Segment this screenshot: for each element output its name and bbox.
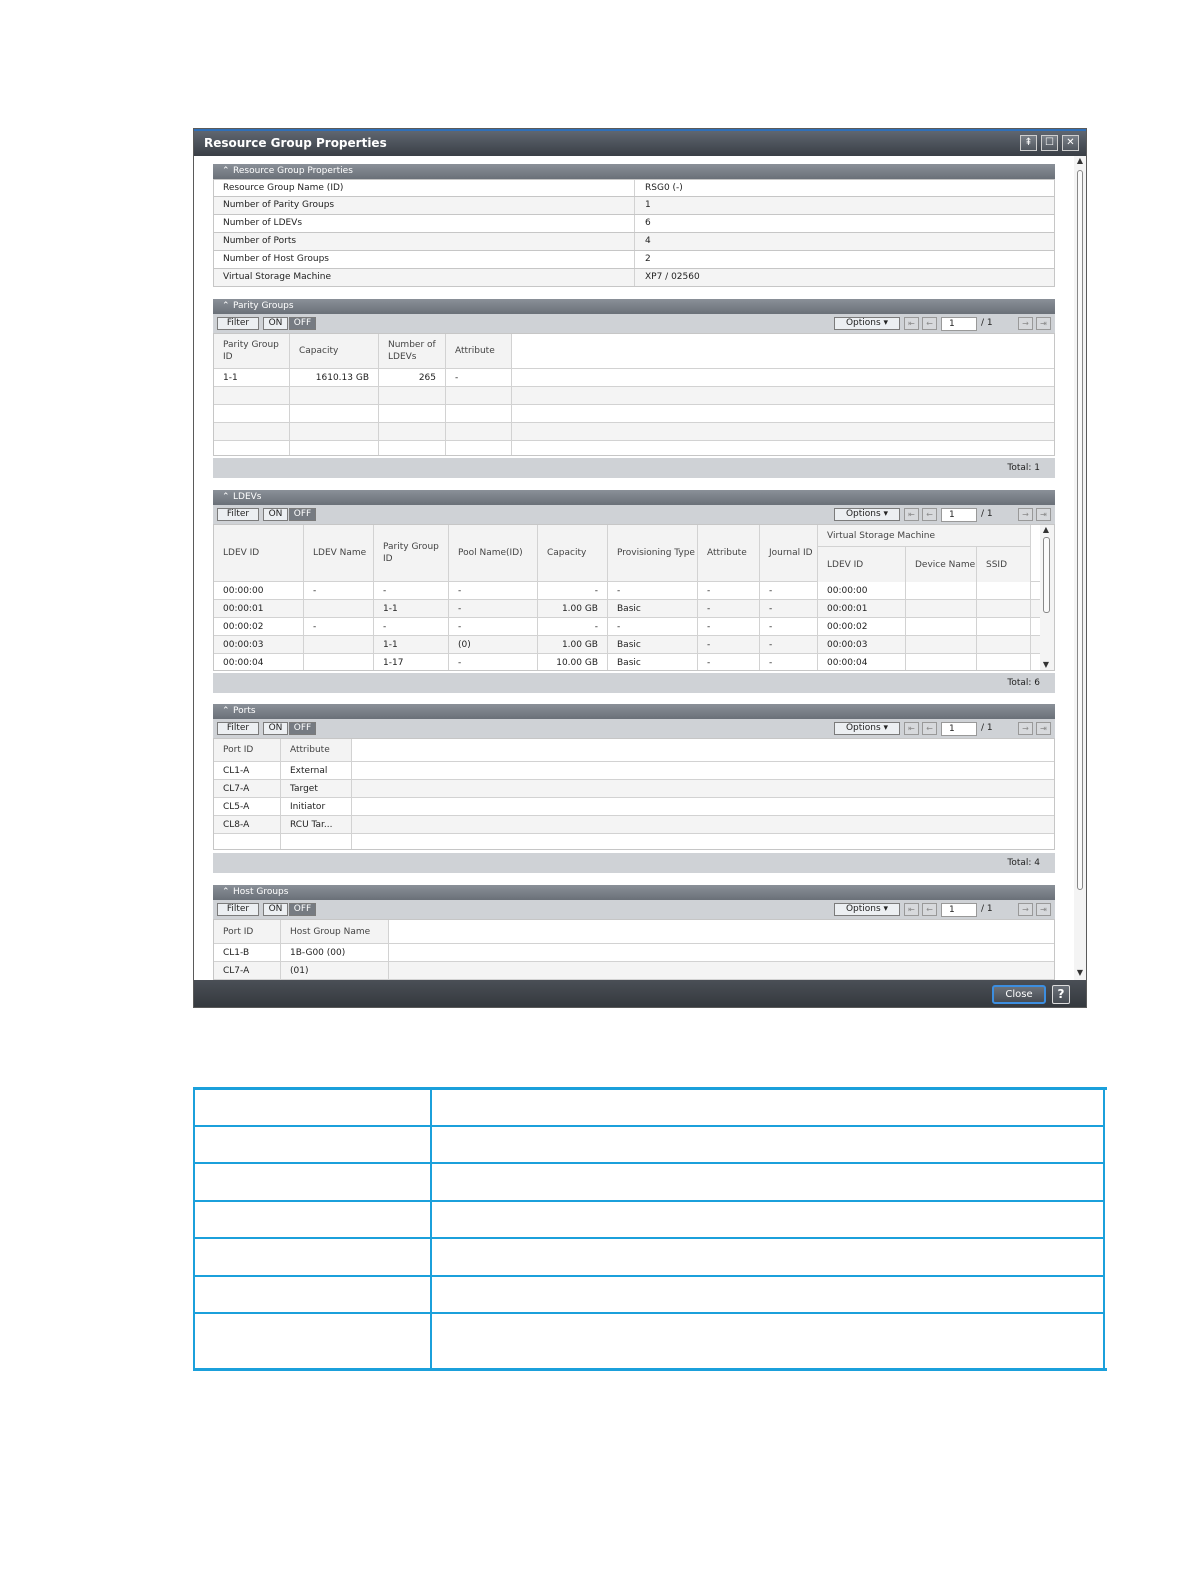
property-row (213, 215, 1055, 233)
table-rule (193, 1125, 1103, 1127)
property-row (213, 269, 1055, 287)
last-page-icon[interactable]: ⇥ (1036, 722, 1051, 735)
filter-on-toggle[interactable]: ON (263, 903, 288, 916)
cell (906, 636, 977, 653)
property-label: Number of Parity Groups (223, 200, 335, 210)
ldevs-table (213, 524, 1055, 671)
cell: 1-1 (374, 636, 449, 653)
table-row[interactable] (214, 798, 1054, 816)
filter-button[interactable]: Filter (217, 903, 259, 916)
cell: 00:00:04 (818, 654, 906, 671)
scroll-down-icon[interactable]: ▼ (1042, 660, 1050, 669)
property-value: 6 (645, 218, 651, 228)
property-value: XP7 / 02560 (645, 272, 700, 282)
column-header[interactable]: Capacity (290, 334, 379, 368)
property-value: RSG0 (-) (645, 183, 683, 193)
property-value: 1 (645, 200, 651, 210)
help-icon[interactable]: ? (1052, 985, 1070, 1004)
cell: - (446, 369, 512, 386)
table-divider (430, 1090, 432, 1368)
table-row[interactable] (214, 780, 1054, 798)
parity-groups-toolbar (213, 314, 1055, 333)
property-value: 2 (645, 254, 651, 264)
column-header[interactable]: Port ID (214, 739, 281, 761)
prev-page-icon[interactable]: ← (922, 508, 937, 521)
property-value: 4 (645, 236, 651, 246)
cell (977, 582, 1031, 599)
cell: - (538, 618, 608, 635)
table-rule (193, 1237, 1103, 1239)
cell: Basic (608, 600, 698, 617)
options-dropdown[interactable]: Options ▾ (834, 722, 900, 735)
page-number-input[interactable]: 1 (941, 903, 977, 917)
column-header[interactable]: Device Name (906, 547, 977, 582)
cell: 00:00:04 (214, 654, 304, 671)
cell: - (374, 618, 449, 635)
first-page-icon[interactable]: ⇤ (904, 722, 919, 735)
cell: CL1-A (214, 762, 281, 779)
cell: - (304, 582, 374, 599)
title-bar (194, 129, 1086, 156)
page-total: / 1 (981, 318, 993, 328)
property-label: Virtual Storage Machine (223, 272, 332, 282)
options-dropdown[interactable]: Options ▾ (834, 317, 900, 330)
cell: (01) (281, 962, 389, 979)
dialog-content (194, 156, 1086, 980)
cell: Basic (608, 636, 698, 653)
first-page-icon[interactable]: ⇤ (904, 903, 919, 916)
section-title: Ports (233, 706, 256, 716)
cell: - (760, 582, 818, 599)
section-header-ports[interactable] (213, 704, 1055, 719)
collapse-chevron-icon: ⌃ (222, 301, 230, 311)
property-label: Resource Group Name (ID) (223, 183, 344, 193)
parity-groups-total-bar (213, 458, 1055, 478)
filter-button[interactable]: Filter (217, 508, 259, 521)
cell: - (538, 582, 608, 599)
table-row[interactable] (214, 369, 1054, 387)
section-header-parity-groups[interactable] (213, 299, 1055, 314)
property-row (213, 179, 1055, 197)
table-header-row (214, 334, 1054, 369)
table-row[interactable] (214, 944, 1054, 962)
cell: 10.00 GB (538, 654, 608, 671)
cell: 1B-G00 (00) (281, 944, 389, 961)
table-border (1103, 1090, 1105, 1368)
prev-page-icon[interactable]: ← (922, 903, 937, 916)
cell: - (698, 582, 760, 599)
cell: 00:00:02 (818, 618, 906, 635)
section-title: LDEVs (233, 492, 262, 502)
resource-group-properties-window (193, 128, 1087, 1008)
cell: - (698, 600, 760, 617)
cell (906, 654, 977, 671)
filter-button[interactable]: Filter (217, 317, 259, 330)
filter-button[interactable]: Filter (217, 722, 259, 735)
filter-off-toggle[interactable]: OFF (289, 722, 316, 735)
table-row[interactable] (214, 816, 1054, 834)
table-row[interactable] (214, 600, 1054, 618)
table-rule (193, 1162, 1103, 1164)
cell (304, 636, 374, 653)
column-header[interactable]: Number of LDEVs (379, 334, 446, 368)
next-page-icon[interactable]: → (1018, 903, 1033, 916)
cell: - (760, 618, 818, 635)
page-number-input[interactable]: 1 (941, 508, 977, 522)
maximize-icon[interactable]: ☐ (1041, 135, 1058, 151)
property-row (213, 251, 1055, 269)
cell: - (698, 654, 760, 671)
cell: - (608, 582, 698, 599)
collapse-chevron-icon: ⌃ (222, 492, 230, 502)
column-header[interactable]: LDEV ID (214, 525, 304, 581)
next-page-icon[interactable]: → (1018, 722, 1033, 735)
cell: (0) (449, 636, 538, 653)
ports-table (213, 738, 1055, 850)
cell: Basic (608, 654, 698, 671)
first-page-icon[interactable]: ⇤ (904, 508, 919, 521)
table-row (214, 441, 1054, 456)
next-page-icon[interactable]: → (1018, 317, 1033, 330)
table-row (214, 834, 1054, 850)
cell (977, 600, 1031, 617)
table-row[interactable] (214, 618, 1054, 636)
cell: CL7-A (214, 780, 281, 797)
property-label: Number of Host Groups (223, 254, 329, 264)
total-count: Total: 1 (1007, 463, 1040, 473)
cell (906, 600, 977, 617)
filter-off-toggle[interactable]: OFF (289, 317, 316, 330)
cell (977, 636, 1031, 653)
filter-on-toggle[interactable]: ON (263, 722, 288, 735)
cell (214, 834, 281, 850)
column-header[interactable]: LDEV Name (304, 525, 374, 581)
table-row (214, 387, 1054, 405)
column-header[interactable]: Attribute (446, 334, 512, 368)
total-count: Total: 4 (1007, 858, 1040, 868)
dialog-footer (194, 980, 1086, 1008)
next-page-icon[interactable]: → (1018, 508, 1033, 521)
restore-icon[interactable]: ⇞ (1020, 135, 1037, 151)
cell: - (608, 618, 698, 635)
column-header[interactable]: Parity Group ID (214, 334, 290, 368)
cell: - (760, 654, 818, 671)
table-row[interactable] (214, 962, 1054, 980)
window-title: Resource Group Properties (204, 136, 387, 150)
ports-total-bar (213, 853, 1055, 873)
cell: 1.00 GB (538, 600, 608, 617)
collapse-chevron-icon: ⌃ (222, 887, 230, 897)
page-total: / 1 (981, 509, 993, 519)
cell: CL7-A (214, 962, 281, 979)
filter-on-toggle[interactable]: ON (263, 508, 288, 521)
close-button[interactable]: Close (992, 985, 1046, 1004)
cell: 1610.13 GB (290, 369, 379, 386)
cell: - (449, 618, 538, 635)
cell: - (304, 618, 374, 635)
scroll-down-icon[interactable]: ▼ (1076, 968, 1084, 977)
table-row[interactable] (214, 636, 1054, 654)
cell: Target (281, 780, 352, 797)
cell: External (281, 762, 352, 779)
cell: 265 (379, 369, 446, 386)
section-header-properties[interactable] (213, 164, 1055, 179)
ports-toolbar (213, 719, 1055, 738)
column-header[interactable]: LDEV ID (818, 547, 906, 582)
cell: 00:00:01 (214, 600, 304, 617)
filter-off-toggle[interactable]: OFF (289, 508, 316, 521)
cell (906, 618, 977, 635)
ldevs-scrollbar[interactable] (1040, 525, 1054, 671)
cell: - (449, 600, 538, 617)
page-number-input[interactable]: 1 (941, 317, 977, 331)
section-title: Host Groups (233, 887, 289, 897)
cell: - (374, 582, 449, 599)
cell (977, 618, 1031, 635)
cell: - (698, 636, 760, 653)
cell: - (449, 654, 538, 671)
column-header[interactable]: Pool Name(ID) (449, 525, 538, 581)
ldevs-toolbar (213, 505, 1055, 524)
description-table (193, 1087, 1107, 1371)
filter-on-toggle[interactable]: ON (263, 317, 288, 330)
total-count: Total: 6 (1007, 678, 1040, 688)
cell (281, 834, 352, 850)
column-header[interactable]: Attribute (698, 525, 760, 581)
property-label: Number of LDEVs (223, 218, 303, 228)
cell (977, 654, 1031, 671)
cell: 00:00:00 (818, 582, 906, 599)
cell: Initiator (281, 798, 352, 815)
table-rule (193, 1200, 1103, 1202)
cell (906, 582, 977, 599)
cell: CL8-A (214, 816, 281, 833)
cell: CL5-A (214, 798, 281, 815)
collapse-chevron-icon: ⌃ (222, 706, 230, 716)
section-title: Resource Group Properties (233, 166, 353, 176)
table-rule (193, 1275, 1103, 1277)
column-header[interactable]: SSID (977, 547, 1031, 582)
section-title: Parity Groups (233, 301, 294, 311)
last-page-icon[interactable]: ⇥ (1036, 508, 1051, 521)
page-total: / 1 (981, 723, 993, 733)
prev-page-icon[interactable]: ← (922, 317, 937, 330)
column-header[interactable]: Host Group Name (281, 920, 389, 943)
column-header[interactable]: Attribute (281, 739, 352, 761)
page-total: / 1 (981, 904, 993, 914)
table-header-row (214, 920, 1054, 944)
section-header-host-groups[interactable] (213, 885, 1055, 900)
cell: 00:00:01 (818, 600, 906, 617)
cell: - (698, 618, 760, 635)
scrollbar-thumb[interactable] (1077, 170, 1083, 890)
cell: 00:00:03 (214, 636, 304, 653)
options-dropdown[interactable]: Options ▾ (834, 508, 900, 521)
cell: - (449, 582, 538, 599)
column-group-header: Virtual Storage Machine (818, 525, 1031, 547)
table-row[interactable] (214, 654, 1054, 671)
scroll-up-icon[interactable]: ▲ (1042, 525, 1050, 534)
column-header[interactable]: Capacity (538, 525, 608, 581)
last-page-icon[interactable]: ⇥ (1036, 903, 1051, 916)
column-header[interactable]: Provisioning Type (608, 525, 698, 581)
cell: 00:00:03 (818, 636, 906, 653)
cell: - (760, 600, 818, 617)
cell (304, 654, 374, 671)
table-border (193, 1090, 195, 1368)
cell: CL1-B (214, 944, 281, 961)
collapse-chevron-icon: ⌃ (222, 166, 230, 176)
first-page-icon[interactable]: ⇤ (904, 317, 919, 330)
cell: 1.00 GB (538, 636, 608, 653)
table-row (214, 405, 1054, 423)
cell: 1-17 (374, 654, 449, 671)
filter-off-toggle[interactable]: OFF (289, 903, 316, 916)
close-icon[interactable]: ✕ (1062, 135, 1079, 151)
ldevs-total-bar (213, 673, 1055, 693)
property-row (213, 233, 1055, 251)
cell: 1-1 (374, 600, 449, 617)
dialog-scrollbar[interactable] (1074, 156, 1086, 980)
cell: RCU Tar... (281, 816, 352, 833)
column-header[interactable]: Parity Group ID (374, 525, 449, 581)
parity-groups-table (213, 333, 1055, 456)
section-header-ldevs[interactable] (213, 490, 1055, 505)
property-row (213, 197, 1055, 215)
last-page-icon[interactable]: ⇥ (1036, 317, 1051, 330)
property-label: Number of Ports (223, 236, 297, 246)
column-header[interactable]: Port ID (214, 920, 281, 943)
host-groups-table (213, 919, 1055, 980)
cell (304, 600, 374, 617)
table-row (214, 423, 1054, 441)
cell: 00:00:00 (214, 582, 304, 599)
table-row[interactable] (214, 582, 1054, 600)
cell: 00:00:02 (214, 618, 304, 635)
cell: - (760, 636, 818, 653)
options-dropdown[interactable]: Options ▾ (834, 903, 900, 916)
table-rule (193, 1312, 1103, 1314)
page-number-input[interactable]: 1 (941, 722, 977, 736)
column-header[interactable]: Journal ID (760, 525, 818, 581)
table-header-row (214, 525, 1054, 582)
table-row[interactable] (214, 762, 1054, 780)
table-header-row (214, 739, 1054, 762)
scroll-up-icon[interactable]: ▲ (1076, 156, 1084, 165)
host-groups-toolbar (213, 900, 1055, 919)
prev-page-icon[interactable]: ← (922, 722, 937, 735)
cell: 1-1 (214, 369, 290, 386)
